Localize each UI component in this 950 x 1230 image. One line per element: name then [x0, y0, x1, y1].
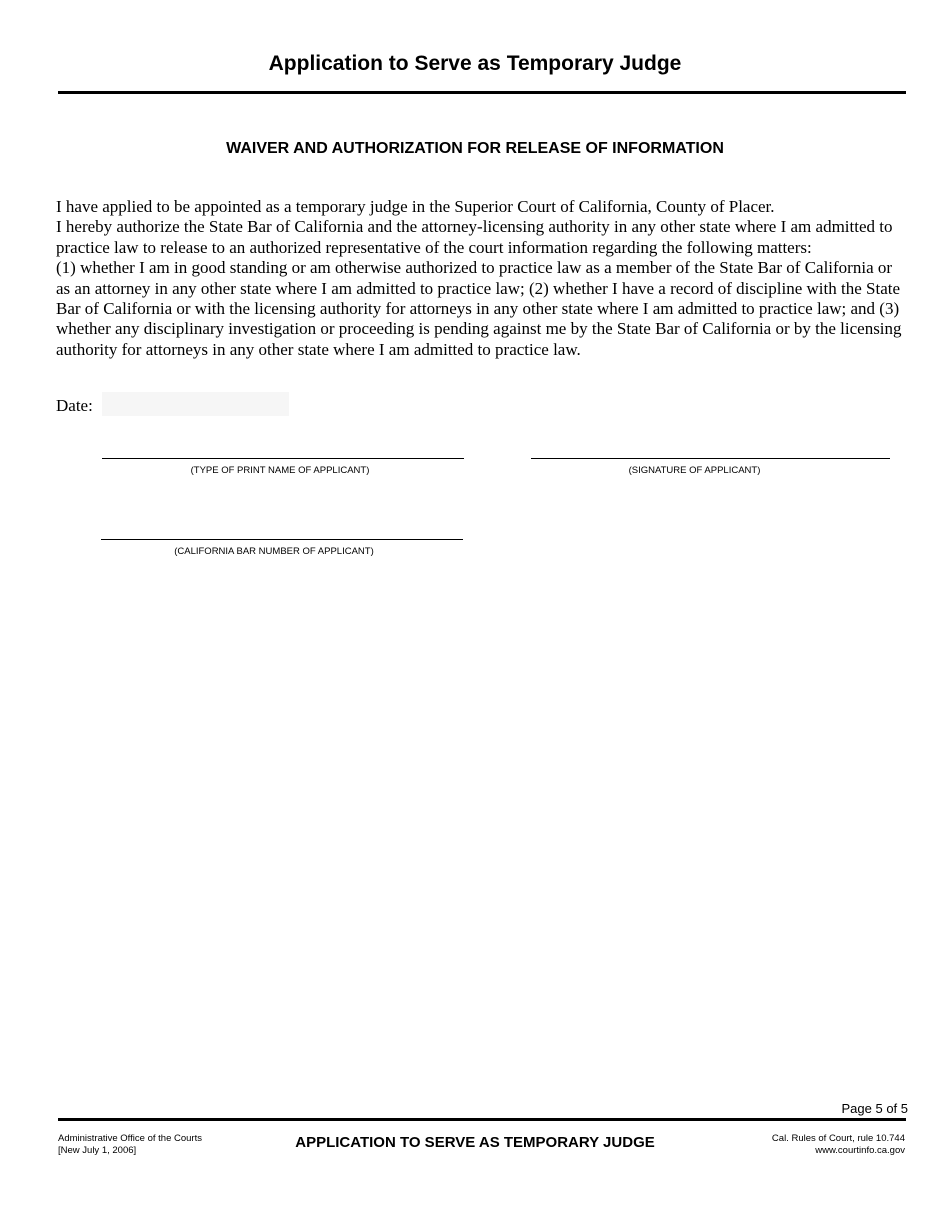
- date-label: Date:: [56, 396, 93, 415]
- applicant-signature-line[interactable]: [531, 458, 890, 459]
- applicant-name-label: (TYPE OF PRINT NAME OF APPLICANT): [190, 465, 370, 476]
- header-divider: [58, 91, 906, 94]
- paragraph-authorization: I hereby authorize the State Bar of California and the attorney-licensing authority in any other state where I am admitted to practice law to release to an authorized representative of the court information regarding the following matters:: [56, 217, 893, 257]
- footer-rule: Cal. Rules of Court, rule 10.744: [771, 1133, 905, 1144]
- paragraph-application: I have applied to be appointed as a temporary judge in the Superior Court of California, County of Placer.: [56, 197, 775, 216]
- applicant-signature-label: (SIGNATURE OF APPLICANT): [628, 465, 761, 476]
- date-field[interactable]: [102, 392, 289, 416]
- footer-right: [772, 1133, 905, 1156]
- waiver-text: [56, 197, 906, 360]
- footer-date: [New July 1, 2006]: [58, 1144, 137, 1156]
- page-number: Page 5 of 5: [841, 1101, 908, 1116]
- footer-form-title: APPLICATION TO SERVE AS TEMPORARY JUDGE: [295, 1134, 655, 1151]
- bar-number-label: (CALIFORNIA BAR NUMBER OF APPLICANT): [174, 546, 374, 557]
- section-title: WAIVER AND AUTHORIZATION FOR RELEASE OF INFORMATION: [226, 140, 724, 157]
- footer-office: Administrative Office of the Courts: [58, 1133, 202, 1144]
- applicant-name-line[interactable]: [102, 458, 464, 459]
- page-title: Application to Serve as Temporary Judge: [268, 52, 682, 75]
- footer-website: www.courtinfo.ca.gov: [815, 1144, 905, 1156]
- paragraph-matters: (1) whether I am in good standing or am otherwise authorized to practice law as a member of the State Bar of California or as an attorney in any other state where I am admitted to practice law; (2) whether I have a record of discipline with the State Bar of California or with the licensing authority for attorneys in any other state where I am admitted to practice law; and (3) whether any disciplinary investigation or proceeding is pending against me by the State Bar of California or by the licensing authority for attorneys in any other state where I am admitted to practice law.: [56, 258, 902, 359]
- footer-divider: [58, 1118, 906, 1121]
- bar-number-line[interactable]: [101, 539, 463, 540]
